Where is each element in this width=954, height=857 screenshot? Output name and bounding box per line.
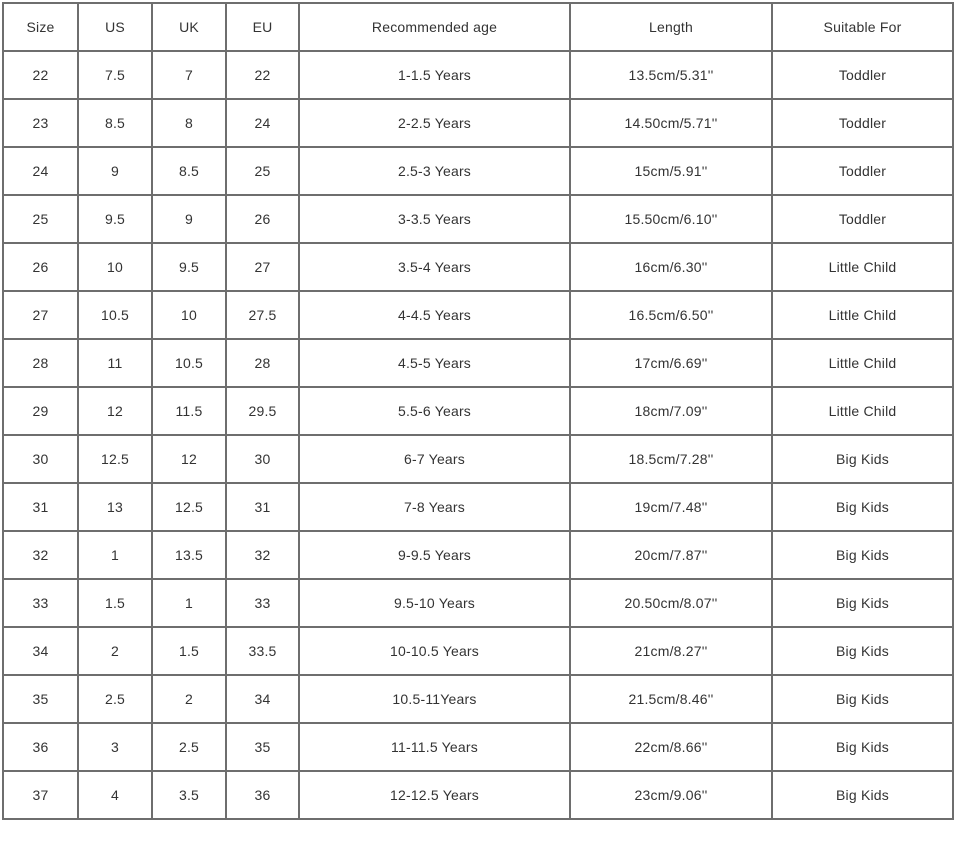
cell-recommended-age: 2-2.5 Years [300, 100, 571, 148]
cell-recommended-age: 3.5-4 Years [300, 244, 571, 292]
cell-size: 32 [4, 532, 79, 580]
cell-size: 30 [4, 436, 79, 484]
cell-size: 29 [4, 388, 79, 436]
cell-us: 4 [79, 772, 153, 820]
table-row [4, 724, 954, 772]
cell-size: 34 [4, 628, 79, 676]
cell-uk: 9 [153, 196, 227, 244]
header-recommended-age: Recommended age [300, 4, 571, 52]
header-suitable-for: Suitable For [773, 4, 954, 52]
table-row [4, 52, 954, 100]
header-size: Size [4, 4, 79, 52]
cell-us: 11 [79, 340, 153, 388]
cell-uk: 13.5 [153, 532, 227, 580]
cell-uk: 2.5 [153, 724, 227, 772]
cell-suitable-for: Big Kids [773, 580, 954, 628]
cell-eu: 22 [227, 52, 300, 100]
cell-us: 1.5 [79, 580, 153, 628]
size-chart-table [2, 2, 954, 820]
cell-suitable-for: Little Child [773, 244, 954, 292]
cell-eu: 27 [227, 244, 300, 292]
header-eu: EU [227, 4, 300, 52]
cell-us: 7.5 [79, 52, 153, 100]
cell-us: 9 [79, 148, 153, 196]
cell-eu: 32 [227, 532, 300, 580]
cell-length: 15.50cm/6.10'' [571, 196, 773, 244]
cell-length: 23cm/9.06'' [571, 772, 773, 820]
cell-length: 16.5cm/6.50'' [571, 292, 773, 340]
cell-suitable-for: Toddler [773, 100, 954, 148]
cell-us: 1 [79, 532, 153, 580]
cell-length: 20.50cm/8.07'' [571, 580, 773, 628]
cell-recommended-age: 4-4.5 Years [300, 292, 571, 340]
cell-us: 2 [79, 628, 153, 676]
cell-eu: 35 [227, 724, 300, 772]
cell-uk: 10.5 [153, 340, 227, 388]
cell-uk: 1.5 [153, 628, 227, 676]
cell-size: 31 [4, 484, 79, 532]
table-row [4, 772, 954, 820]
cell-us: 12 [79, 388, 153, 436]
cell-size: 36 [4, 724, 79, 772]
cell-eu: 30 [227, 436, 300, 484]
cell-uk: 12 [153, 436, 227, 484]
cell-us: 8.5 [79, 100, 153, 148]
cell-length: 15cm/5.91'' [571, 148, 773, 196]
table-row [4, 292, 954, 340]
cell-uk: 12.5 [153, 484, 227, 532]
cell-recommended-age: 10-10.5 Years [300, 628, 571, 676]
cell-us: 9.5 [79, 196, 153, 244]
cell-length: 19cm/7.48'' [571, 484, 773, 532]
cell-recommended-age: 1-1.5 Years [300, 52, 571, 100]
cell-size: 22 [4, 52, 79, 100]
cell-eu: 34 [227, 676, 300, 724]
cell-eu: 31 [227, 484, 300, 532]
cell-recommended-age: 5.5-6 Years [300, 388, 571, 436]
table-row [4, 676, 954, 724]
cell-recommended-age: 9.5-10 Years [300, 580, 571, 628]
cell-length: 18cm/7.09'' [571, 388, 773, 436]
cell-size: 28 [4, 340, 79, 388]
cell-suitable-for: Big Kids [773, 772, 954, 820]
cell-recommended-age: 11-11.5 Years [300, 724, 571, 772]
cell-length: 20cm/7.87'' [571, 532, 773, 580]
cell-suitable-for: Little Child [773, 340, 954, 388]
cell-size: 26 [4, 244, 79, 292]
table-row [4, 340, 954, 388]
cell-uk: 7 [153, 52, 227, 100]
cell-length: 18.5cm/7.28'' [571, 436, 773, 484]
cell-recommended-age: 3-3.5 Years [300, 196, 571, 244]
cell-size: 23 [4, 100, 79, 148]
cell-eu: 27.5 [227, 292, 300, 340]
cell-recommended-age: 12-12.5 Years [300, 772, 571, 820]
cell-uk: 10 [153, 292, 227, 340]
cell-eu: 24 [227, 100, 300, 148]
cell-suitable-for: Big Kids [773, 484, 954, 532]
cell-size: 33 [4, 580, 79, 628]
cell-recommended-age: 7-8 Years [300, 484, 571, 532]
cell-recommended-age: 6-7 Years [300, 436, 571, 484]
table-row [4, 388, 954, 436]
header-us: US [79, 4, 153, 52]
cell-recommended-age: 10.5-11Years [300, 676, 571, 724]
table-body [4, 52, 954, 820]
cell-us: 10.5 [79, 292, 153, 340]
cell-suitable-for: Big Kids [773, 676, 954, 724]
cell-eu: 26 [227, 196, 300, 244]
cell-suitable-for: Toddler [773, 196, 954, 244]
header-uk: UK [153, 4, 227, 52]
cell-us: 2.5 [79, 676, 153, 724]
table-row [4, 628, 954, 676]
table-row [4, 100, 954, 148]
cell-length: 22cm/8.66'' [571, 724, 773, 772]
cell-length: 14.50cm/5.71'' [571, 100, 773, 148]
cell-suitable-for: Big Kids [773, 436, 954, 484]
cell-uk: 2 [153, 676, 227, 724]
header-length: Length [571, 4, 773, 52]
cell-recommended-age: 4.5-5 Years [300, 340, 571, 388]
cell-uk: 8.5 [153, 148, 227, 196]
cell-uk: 11.5 [153, 388, 227, 436]
cell-size: 27 [4, 292, 79, 340]
cell-uk: 9.5 [153, 244, 227, 292]
table-row [4, 244, 954, 292]
cell-suitable-for: Big Kids [773, 628, 954, 676]
cell-suitable-for: Little Child [773, 388, 954, 436]
cell-size: 35 [4, 676, 79, 724]
cell-eu: 36 [227, 772, 300, 820]
table-row [4, 580, 954, 628]
cell-suitable-for: Big Kids [773, 532, 954, 580]
table-row [4, 484, 954, 532]
cell-recommended-age: 2.5-3 Years [300, 148, 571, 196]
cell-us: 10 [79, 244, 153, 292]
cell-eu: 33 [227, 580, 300, 628]
cell-eu: 25 [227, 148, 300, 196]
cell-us: 3 [79, 724, 153, 772]
cell-size: 24 [4, 148, 79, 196]
cell-uk: 1 [153, 580, 227, 628]
table-header-row [4, 4, 954, 52]
cell-length: 21cm/8.27'' [571, 628, 773, 676]
cell-suitable-for: Big Kids [773, 724, 954, 772]
cell-uk: 8 [153, 100, 227, 148]
cell-length: 16cm/6.30'' [571, 244, 773, 292]
table-row [4, 532, 954, 580]
cell-eu: 29.5 [227, 388, 300, 436]
cell-us: 12.5 [79, 436, 153, 484]
table-row [4, 148, 954, 196]
cell-recommended-age: 9-9.5 Years [300, 532, 571, 580]
cell-length: 17cm/6.69'' [571, 340, 773, 388]
cell-eu: 33.5 [227, 628, 300, 676]
cell-size: 37 [4, 772, 79, 820]
cell-eu: 28 [227, 340, 300, 388]
cell-length: 21.5cm/8.46'' [571, 676, 773, 724]
table-row [4, 196, 954, 244]
cell-length: 13.5cm/5.31'' [571, 52, 773, 100]
cell-uk: 3.5 [153, 772, 227, 820]
table-row [4, 436, 954, 484]
cell-suitable-for: Toddler [773, 52, 954, 100]
cell-suitable-for: Little Child [773, 292, 954, 340]
cell-size: 25 [4, 196, 79, 244]
cell-us: 13 [79, 484, 153, 532]
cell-suitable-for: Toddler [773, 148, 954, 196]
